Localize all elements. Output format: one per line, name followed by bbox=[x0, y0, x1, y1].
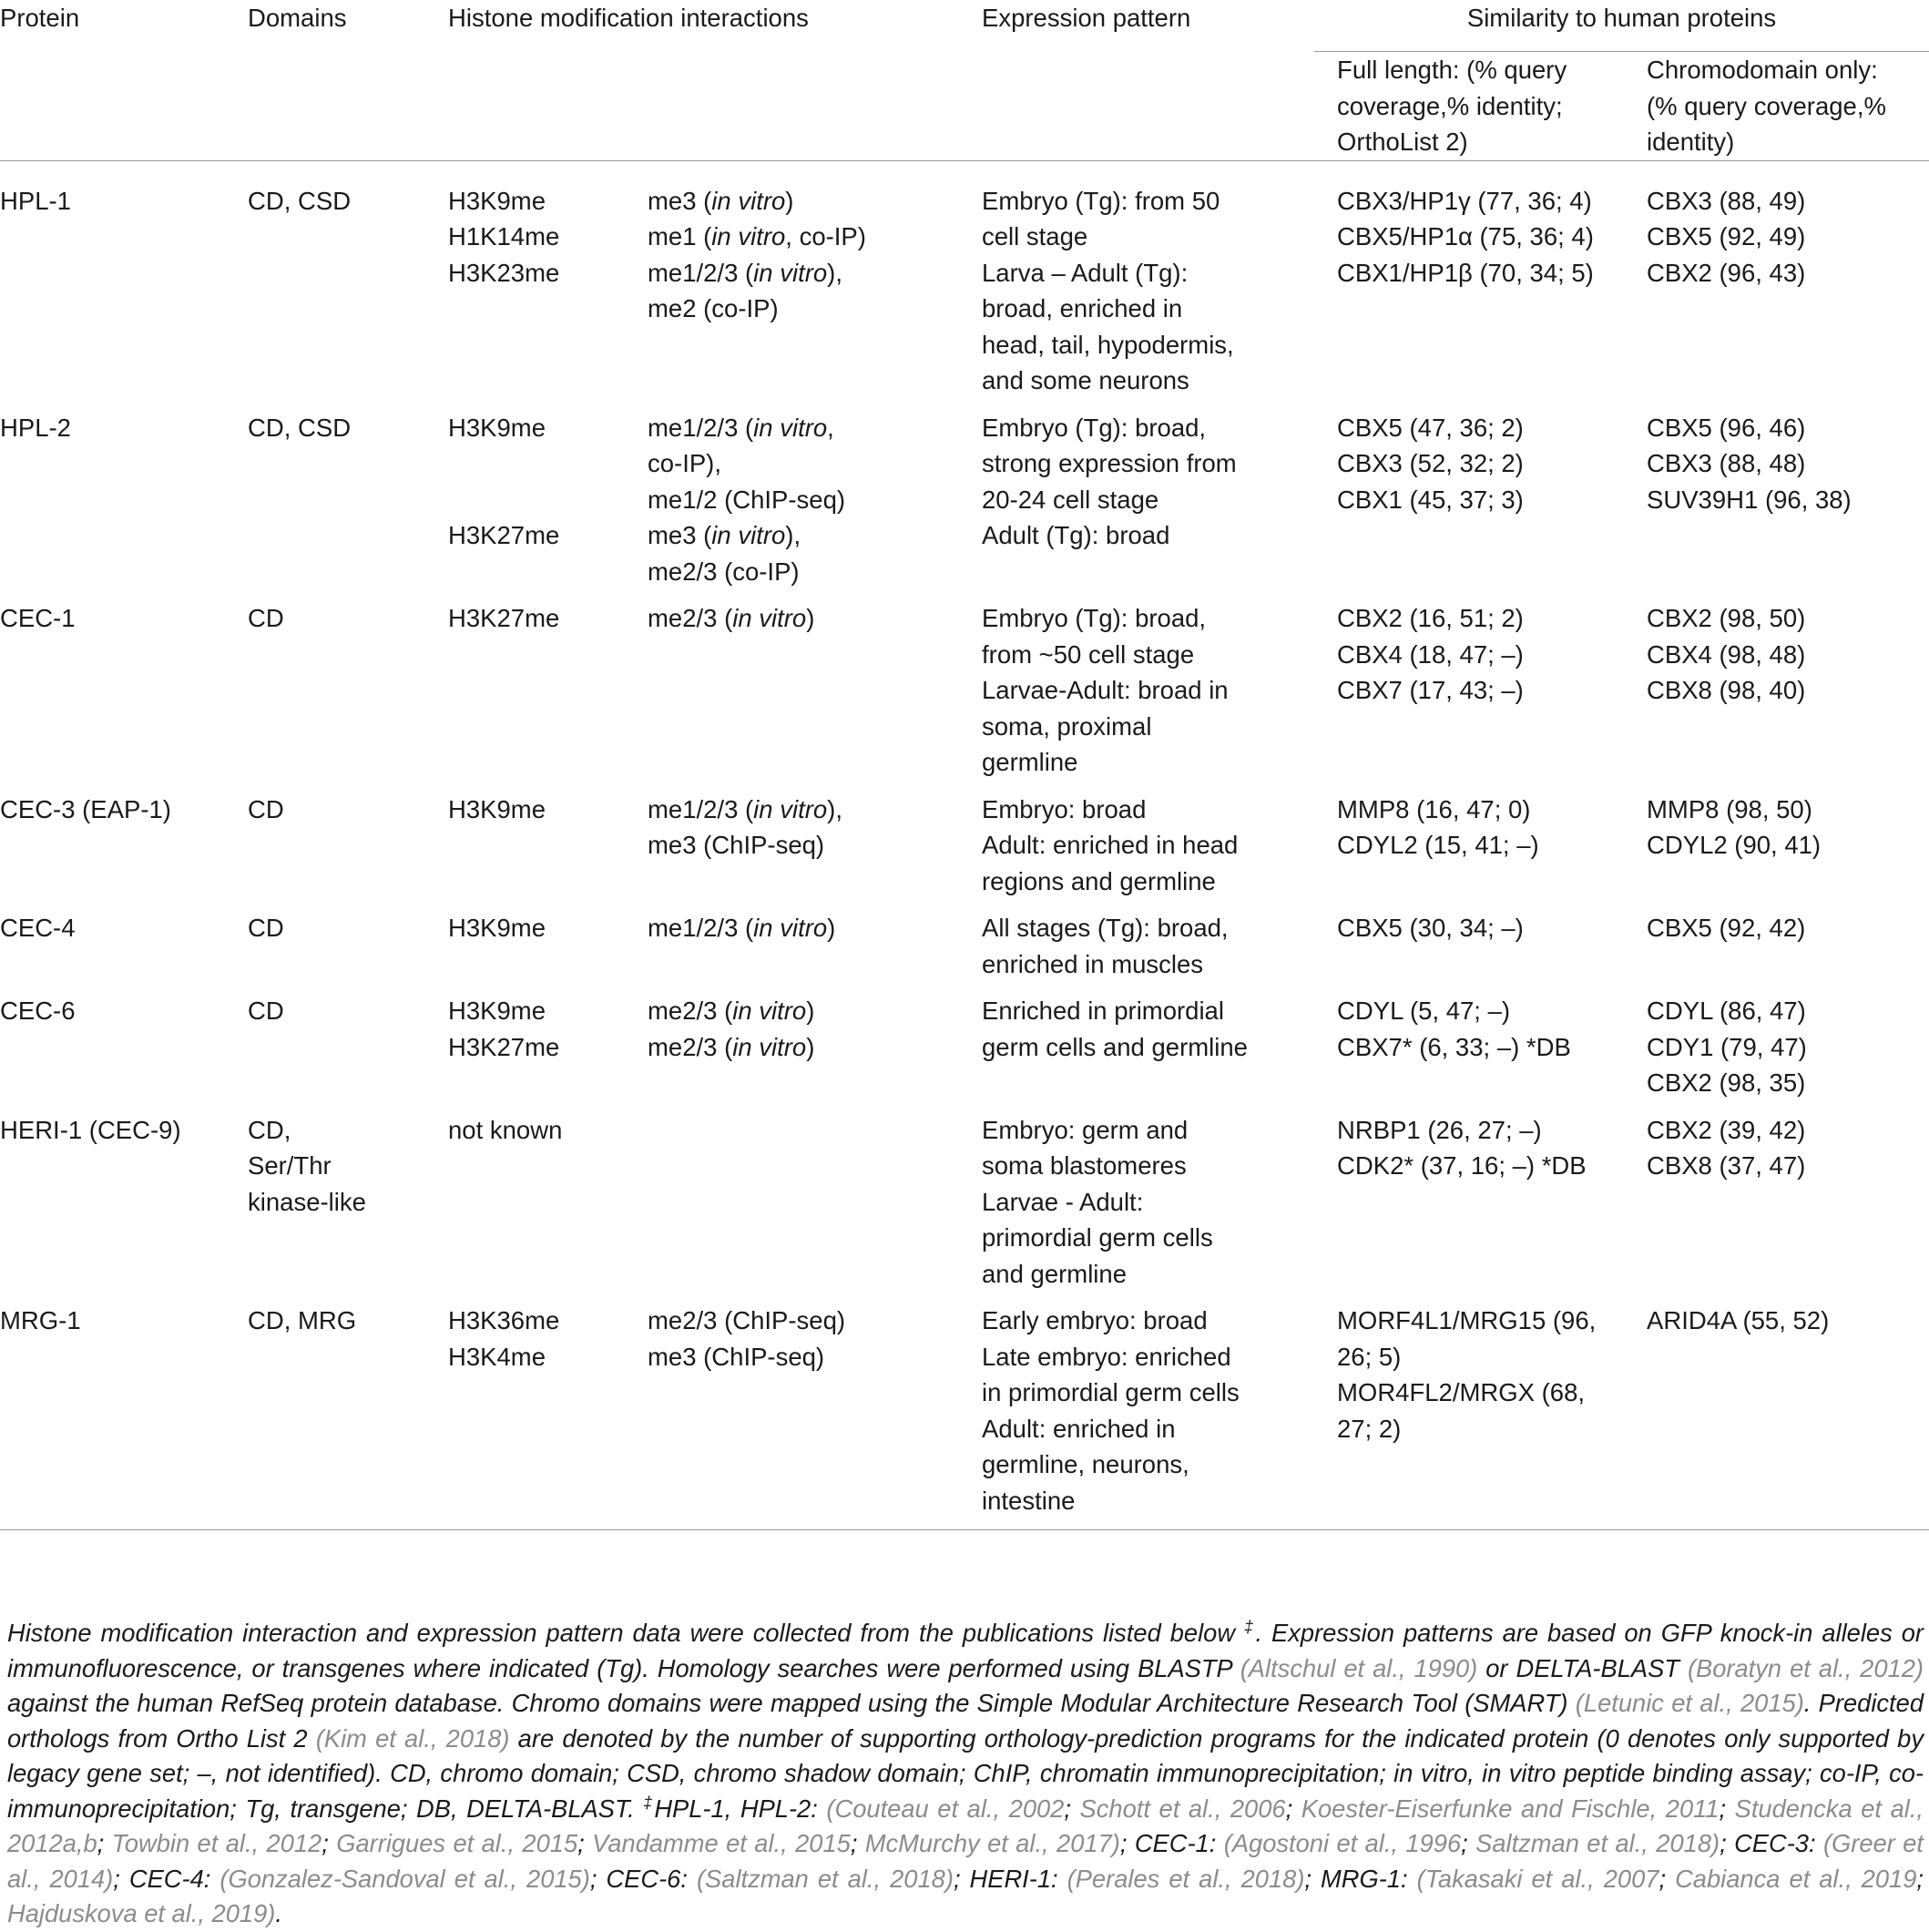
histone-mark-line: H3K9me bbox=[448, 794, 546, 823]
citation-link[interactable]: Cabianca et al., 2019 bbox=[1675, 1864, 1917, 1893]
citation-link[interactable]: Schott et al., 2006 bbox=[1079, 1794, 1286, 1823]
methylation-state-line: me1 (in vitro, co-IP) bbox=[648, 222, 866, 250]
full-length-similarity bbox=[1314, 160, 1647, 410]
protein-name bbox=[0, 792, 248, 911]
domains bbox=[248, 993, 448, 1112]
expression-pattern-line: Larvae - Adult: bbox=[982, 1187, 1144, 1216]
header-row bbox=[0, 0, 1929, 52]
chromodomain-similarity-line: CBX5 (96, 46) bbox=[1647, 413, 1806, 442]
methylation-state-line: me1/2/3 (in vitro) bbox=[648, 914, 836, 942]
chromodomain-similarity-line: CBX8 (37, 47) bbox=[1647, 1151, 1806, 1180]
expression-pattern-line: Late embryo: enriched bbox=[982, 1342, 1231, 1371]
protein-name-line: CEC-1 bbox=[0, 604, 76, 632]
histone-mark-line: H3K4me bbox=[448, 1342, 546, 1371]
histone-mark-line: H3K9me bbox=[448, 997, 546, 1025]
citation-link[interactable]: (Greer et al., 2014) bbox=[7, 1829, 1924, 1893]
table-footnote: Histone modification interaction and expression pattern data were collected from the publications listed below ‡. Expression patterns are based on GFP knock-in alleles or immunofluorescence, or transgenes where indicated (Tg). Homology searches were performed using BLASTP (Altschul et al., 1990) or DELTA-BLAST (Boratyn et al., 2012) against the human RefSeq protein database. Chromo domains were mapped using the Simple Modular Architecture Research Tool (SMART) (Letunic et al., 2015). Predicted orthologs from Ortho List 2 (Kim et al., 2018) are denoted by the number of supporting orthology-prediction programs for the indicated protein (0 denotes only supported by legacy gene set; –, not identified). CD, chromo domain; CSD, chromo shadow domain; ChIP, chromatin immunoprecipitation; in vitro, in vitro peptide binding assay; co-IP, co-immunoprecipitation; Tg, transgene; DB, DELTA-BLAST. ‡HPL-1, HPL-2: (Couteau et al., 2002; Schott et al., 2006; Koester-Eiserfunke and Fischle, 2011; Studencka et al., 2012a,b; Towbin et al., 2012; Garrigues et al., 2015; Vandamme et al., 2015; McMurchy et al., 2017); CEC-1: (Agostoni et al., 1996; Saltzman et al., 2018); CEC-3: (Greer et al., 2014); CEC-4: (Gonzalez-Sandoval et al., 2015); CEC-6: (Saltzman et al., 2018); HERI-1: (Perales et al., 2018); MRG-1: (Takasaki et al., 2007; Cabianca et al., 2019; Hajduskova et al., 2019). bbox=[7, 1617, 1924, 1927]
methylation-state bbox=[648, 993, 982, 1112]
protein-name-line: CEC-3 (EAP-1) bbox=[0, 794, 171, 823]
histone-mark-line: not known bbox=[448, 1115, 563, 1144]
methylation-state bbox=[648, 160, 982, 410]
table-row bbox=[0, 410, 1929, 601]
expression-pattern-line: strong expression from bbox=[982, 449, 1237, 477]
methylation-state-line: me2/3 (ChIP-seq) bbox=[648, 1306, 846, 1334]
domains bbox=[248, 1303, 448, 1529]
histone-mark-line: H3K23me bbox=[448, 258, 560, 287]
full-length-similarity-line: CBX7* (6, 33; –) *DB bbox=[1337, 1032, 1571, 1061]
domains-line: kinase-like bbox=[248, 1187, 366, 1216]
table-body bbox=[0, 160, 1929, 1530]
table-row bbox=[0, 600, 1929, 792]
expression-pattern-line: Adult: enriched in head bbox=[982, 831, 1239, 859]
expression-pattern-line: Larva – Adult (Tg): bbox=[982, 258, 1189, 287]
header-full-length: Full length: (% query coverage,% identity; OrthoList 2) bbox=[1337, 56, 1567, 156]
methylation-state-line: me1/2/3 (in vitro), bbox=[648, 258, 842, 287]
full-length-similarity-line: CBX4 (18, 47; –) bbox=[1337, 639, 1524, 669]
histone-mark-line: H1K14me bbox=[448, 222, 560, 250]
citation-link[interactable]: Koester-Eiserfunke and Fischle, 2011 bbox=[1301, 1794, 1720, 1823]
chromodomain-similarity-line: CBX5 (92, 49) bbox=[1647, 222, 1806, 250]
methylation-state-line: me2 (co-IP) bbox=[648, 294, 779, 322]
citation-link[interactable]: (Takasaki et al., 2007 bbox=[1416, 1864, 1659, 1893]
expression-pattern-line: intestine bbox=[982, 1486, 1076, 1515]
domains-line: CD bbox=[248, 604, 284, 632]
citation-link[interactable]: (Boratyn et al., 2012) bbox=[1687, 1653, 1924, 1682]
citation-link[interactable]: (Letunic et al., 2015) bbox=[1575, 1689, 1804, 1717]
full-length-similarity-line: CBX1 (45, 37; 3) bbox=[1337, 485, 1524, 514]
domains-line: CD, MRG bbox=[248, 1306, 357, 1334]
expression-pattern bbox=[982, 910, 1314, 993]
citation-link[interactable]: (Gonzalez-Sandoval et al., 2015) bbox=[219, 1864, 590, 1893]
chromodomain-similarity bbox=[1647, 410, 1929, 601]
methylation-state bbox=[648, 600, 982, 792]
expression-pattern-line: primordial germ cells bbox=[982, 1223, 1213, 1252]
header-protein: Protein bbox=[0, 4, 80, 32]
protein-name-line: CEC-6 bbox=[0, 997, 76, 1025]
methylation-state-line: me3 (in vitro), bbox=[648, 521, 801, 549]
citation-link[interactable]: (Saltzman et al., 2018) bbox=[696, 1864, 954, 1893]
methylation-state-line: me1/2/3 (in vitro, bbox=[648, 413, 834, 442]
citation-link[interactable]: Garrigues et al., 2015 bbox=[336, 1829, 578, 1857]
full-length-similarity-line: CBX5 (47, 36; 2) bbox=[1337, 413, 1524, 442]
citation-link[interactable]: McMurchy et al., 2017) bbox=[864, 1829, 1120, 1857]
expression-pattern-line: Enriched in primordial bbox=[982, 997, 1224, 1025]
expression-pattern bbox=[982, 600, 1314, 792]
domains-line: CD, bbox=[248, 1115, 291, 1144]
histone-mark bbox=[448, 410, 648, 601]
chromodomain-similarity bbox=[1647, 1303, 1929, 1529]
protein-name bbox=[0, 910, 248, 993]
domains bbox=[248, 1112, 448, 1303]
chromodomain-similarity bbox=[1647, 792, 1929, 911]
expression-pattern-line: Embryo: germ and bbox=[982, 1115, 1189, 1144]
domains bbox=[248, 160, 448, 410]
chromodomain-similarity-line: MMP8 (98, 50) bbox=[1647, 794, 1812, 823]
citation-link[interactable]: (Agostoni et al., 1996 bbox=[1223, 1829, 1462, 1857]
full-length-similarity-line: MOR4FL2/MRGX (68, bbox=[1337, 1378, 1586, 1406]
domains-line: Ser/Thr bbox=[248, 1151, 332, 1180]
methylation-state-line: me2/3 (co-IP) bbox=[648, 557, 800, 586]
methylation-state bbox=[648, 910, 982, 993]
table-row bbox=[0, 1112, 1929, 1303]
chromodomain-similarity-line: CBX8 (98, 40) bbox=[1647, 676, 1806, 704]
domains-line: CD bbox=[248, 997, 284, 1025]
chromodomain-similarity-line: CBX5 (92, 42) bbox=[1647, 914, 1806, 942]
full-length-similarity bbox=[1314, 1303, 1647, 1529]
citation-link[interactable]: Saltzman et al., 2018) bbox=[1475, 1829, 1720, 1857]
protein-name bbox=[0, 160, 248, 410]
citation-link[interactable]: Vandamme et al., 2015 bbox=[592, 1829, 851, 1857]
protein-name-line: MRG-1 bbox=[0, 1306, 81, 1334]
table-row bbox=[0, 160, 1929, 410]
full-length-similarity bbox=[1314, 993, 1647, 1112]
methylation-state bbox=[648, 1112, 982, 1303]
domains bbox=[248, 410, 448, 601]
histone-mark-line: H3K27me bbox=[448, 521, 560, 549]
expression-pattern-line: in primordial germ cells bbox=[982, 1378, 1240, 1406]
chromodomain-similarity bbox=[1647, 993, 1929, 1112]
full-length-similarity-line: CBX3 (52, 32; 2) bbox=[1337, 449, 1524, 477]
full-length-similarity bbox=[1314, 600, 1647, 792]
histone-mark bbox=[448, 1303, 648, 1529]
histone-mark bbox=[448, 910, 648, 993]
domains-line: CD, CSD bbox=[248, 186, 352, 215]
domains bbox=[248, 792, 448, 911]
full-length-similarity-line: CBX5 (30, 34; –) bbox=[1337, 914, 1524, 942]
citation-link[interactable]: (Kim et al., 2018) bbox=[315, 1723, 510, 1753]
histone-mark-line: H3K27me bbox=[448, 1032, 560, 1061]
chromodomain-similarity-line: CBX2 (98, 50) bbox=[1647, 604, 1806, 632]
citation-link[interactable]: (Perales et al., 2018) bbox=[1067, 1864, 1305, 1893]
full-length-similarity-line: NRBP1 (26, 27; –) bbox=[1337, 1115, 1542, 1144]
domains-line: CD bbox=[248, 914, 284, 942]
full-length-similarity-line: CDYL2 (15, 41; –) bbox=[1337, 831, 1539, 859]
header-histone: Histone modification interactions bbox=[448, 4, 809, 32]
chromodomain-similarity-line: CBX2 (39, 42) bbox=[1647, 1115, 1806, 1144]
histone-mark-line: H3K9me bbox=[448, 186, 546, 215]
histone-mark bbox=[448, 160, 648, 410]
citation-link[interactable]: (Altschul et al., 1990) bbox=[1240, 1653, 1478, 1682]
methylation-state-line: me2/3 (in vitro) bbox=[648, 604, 815, 632]
subheader-row bbox=[0, 52, 1929, 160]
full-length-similarity bbox=[1314, 910, 1647, 993]
expression-pattern-line: regions and germline bbox=[982, 866, 1216, 895]
expression-pattern-line: Embryo (Tg): broad, bbox=[982, 413, 1207, 442]
table-row bbox=[0, 910, 1929, 993]
full-length-similarity bbox=[1314, 410, 1647, 601]
table-row bbox=[0, 993, 1929, 1112]
full-length-similarity-line: CBX2 (16, 51; 2) bbox=[1337, 604, 1524, 632]
expression-pattern-line: and some neurons bbox=[982, 366, 1189, 394]
expression-pattern bbox=[982, 1303, 1314, 1529]
expression-pattern bbox=[982, 160, 1314, 410]
chromodomain-similarity bbox=[1647, 160, 1929, 410]
chromodomain-similarity-line: CBX4 (98, 48) bbox=[1647, 639, 1806, 669]
protein-name-line: HERI-1 (CEC-9) bbox=[0, 1115, 181, 1144]
expression-pattern-line: germline bbox=[982, 748, 1078, 776]
chromodomain-similarity-line: ARID4A (55, 52) bbox=[1647, 1306, 1830, 1334]
full-length-similarity-line: CDK2* (37, 16; –) *DB bbox=[1337, 1151, 1587, 1180]
domains-line: CD bbox=[248, 794, 284, 823]
methylation-state-line: me2/3 (in vitro) bbox=[648, 1032, 815, 1061]
full-length-similarity-line: CBX3/HP1γ (77, 36; 4) bbox=[1337, 186, 1592, 215]
expression-pattern-line: Larvae-Adult: broad in bbox=[982, 676, 1229, 704]
full-length-similarity-line: CDYL (5, 47; –) bbox=[1337, 997, 1511, 1025]
expression-pattern-line: All stages (Tg): broad, bbox=[982, 914, 1229, 942]
chromodomain-similarity bbox=[1647, 1112, 1929, 1303]
full-length-similarity bbox=[1314, 792, 1647, 911]
full-length-similarity-line: 27; 2) bbox=[1337, 1414, 1402, 1443]
chromodomain-similarity-line: SUV39H1 (96, 38) bbox=[1647, 485, 1852, 514]
histone-mark bbox=[448, 600, 648, 792]
expression-pattern-line: Adult (Tg): broad bbox=[982, 521, 1170, 549]
chromodomain-similarity-line: CDY1 (79, 47) bbox=[1647, 1032, 1807, 1061]
methylation-state-line: me1/2/3 (in vitro), bbox=[648, 794, 842, 823]
methylation-state-line: me1/2 (ChIP-seq) bbox=[648, 485, 846, 514]
citation-link[interactable]: (Couteau et al., 2002 bbox=[826, 1794, 1065, 1823]
full-length-similarity-line: CBX1/HP1β (70, 34; 5) bbox=[1337, 258, 1594, 287]
domains-line: CD, CSD bbox=[248, 413, 352, 442]
methylation-state-line: co-IP), bbox=[648, 449, 721, 477]
expression-pattern-line: soma blastomeres bbox=[982, 1151, 1187, 1180]
methylation-state-line: me3 (ChIP-seq) bbox=[648, 831, 825, 859]
chromodomain-similarity bbox=[1647, 600, 1929, 792]
methylation-state-line: me2/3 (in vitro) bbox=[648, 997, 815, 1025]
expression-pattern-line: head, tail, hypodermis, bbox=[982, 330, 1234, 359]
methylation-state-line: me3 (ChIP-seq) bbox=[648, 1342, 825, 1371]
expression-pattern bbox=[982, 1112, 1314, 1303]
chromodomain-similarity-line: CBX3 (88, 49) bbox=[1647, 186, 1806, 215]
full-length-similarity-line: MORF4L1/MRG15 (96, bbox=[1337, 1306, 1597, 1334]
expression-pattern bbox=[982, 410, 1314, 601]
expression-pattern-line: 20-24 cell stage bbox=[982, 485, 1159, 514]
expression-pattern-line: germline, neurons, bbox=[982, 1450, 1189, 1478]
expression-pattern-line: broad, enriched in bbox=[982, 294, 1183, 322]
histone-mark-line bbox=[448, 445, 648, 482]
chromodomain-similarity-line: CBX3 (88, 48) bbox=[1647, 449, 1806, 477]
protein-name bbox=[0, 993, 248, 1112]
full-length-similarity-line: 26; 5) bbox=[1337, 1342, 1402, 1371]
chromodomain-similarity-line: CDYL (86, 47) bbox=[1647, 997, 1806, 1025]
protein-name bbox=[0, 410, 248, 601]
histone-mark bbox=[448, 1112, 648, 1303]
expression-pattern-line: Early embryo: broad bbox=[982, 1306, 1208, 1334]
histone-mark bbox=[448, 792, 648, 911]
chromodomain-similarity-line: CBX2 (98, 35) bbox=[1647, 1068, 1806, 1097]
histone-mark-line: H3K9me bbox=[448, 914, 546, 942]
chromodomain-similarity-line: CBX2 (96, 43) bbox=[1647, 258, 1806, 287]
protein-name-line: HPL-1 bbox=[0, 186, 71, 215]
histone-mark-line: H3K36me bbox=[448, 1306, 560, 1334]
table-row bbox=[0, 1303, 1929, 1529]
domains bbox=[248, 910, 448, 993]
citation-link[interactable]: Towbin et al., 2012 bbox=[111, 1829, 322, 1857]
protein-name bbox=[0, 600, 248, 792]
chromodomain-similarity bbox=[1647, 910, 1929, 993]
expression-pattern-line: from ~50 cell stage bbox=[982, 639, 1195, 669]
full-length-similarity bbox=[1314, 1112, 1647, 1303]
histone-mark-line: H3K27me bbox=[448, 604, 560, 632]
header-similarity: Similarity to human proteins bbox=[1314, 0, 1929, 52]
citation-link[interactable]: Studencka et al., 2012a,b bbox=[7, 1794, 1924, 1857]
header-chromodomain: Chromodomain only: (% query coverage,% identity) bbox=[1647, 56, 1886, 156]
expression-pattern-line: Embryo (Tg): broad, bbox=[982, 604, 1207, 632]
methylation-state bbox=[648, 1303, 982, 1529]
protein-name bbox=[0, 1303, 248, 1529]
protein-name bbox=[0, 1112, 248, 1303]
expression-pattern-line: and germline bbox=[982, 1259, 1127, 1288]
expression-pattern-line: germ cells and germline bbox=[982, 1032, 1248, 1061]
methylation-state bbox=[648, 410, 982, 601]
full-length-similarity-line: CBX5/HP1α (75, 36; 4) bbox=[1337, 222, 1594, 250]
citation-link[interactable]: Hajduskova et al., 2019) bbox=[7, 1899, 276, 1927]
header-expression: Expression pattern bbox=[982, 4, 1191, 32]
expression-pattern-line: Embryo (Tg): from 50 bbox=[982, 186, 1220, 215]
histone-mark bbox=[448, 993, 648, 1112]
expression-pattern-line: enriched in muscles bbox=[982, 949, 1204, 978]
expression-pattern-line: Embryo: broad bbox=[982, 794, 1147, 823]
methylation-state-line: me3 (in vitro) bbox=[648, 186, 794, 215]
header-domains: Domains bbox=[248, 4, 347, 32]
expression-pattern-line: soma, proximal bbox=[982, 711, 1152, 741]
expression-pattern bbox=[982, 993, 1314, 1112]
histone-mark-line bbox=[448, 482, 648, 518]
expression-pattern-line: Adult: enriched in bbox=[982, 1414, 1176, 1443]
chromodomain-similarity-line: CDYL2 (90, 41) bbox=[1647, 831, 1822, 859]
protein-name-line: HPL-2 bbox=[0, 413, 71, 442]
expression-pattern-line: cell stage bbox=[982, 222, 1088, 250]
domains bbox=[248, 600, 448, 792]
protein-name-line: CEC-4 bbox=[0, 914, 76, 942]
expression-pattern bbox=[982, 792, 1314, 911]
full-length-similarity-line: CBX7 (17, 43; –) bbox=[1337, 676, 1524, 704]
histone-mark-line: H3K9me bbox=[448, 413, 546, 442]
full-length-similarity-line: MMP8 (16, 47; 0) bbox=[1337, 794, 1531, 823]
table-row bbox=[0, 792, 1929, 911]
methylation-state bbox=[648, 792, 982, 911]
